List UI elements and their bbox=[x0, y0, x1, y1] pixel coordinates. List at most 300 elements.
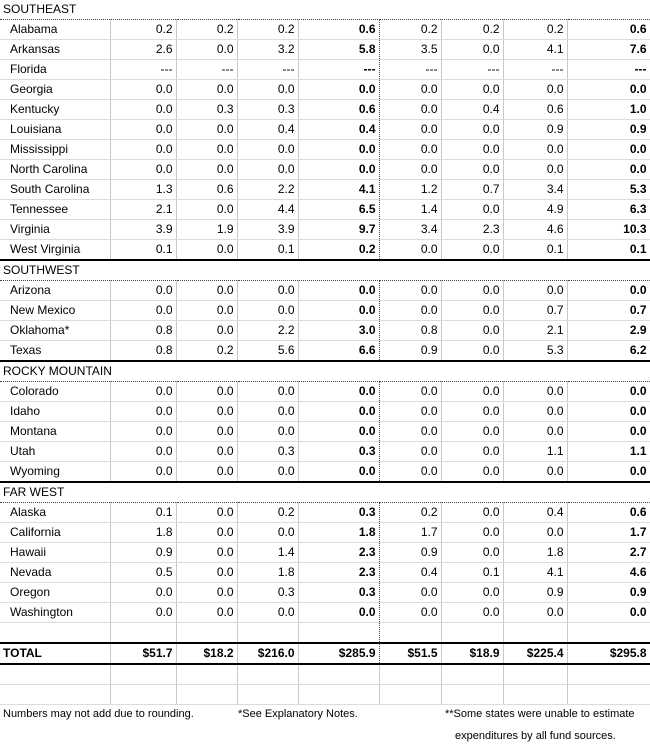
value-cell: 0.9 bbox=[567, 120, 650, 140]
value-cell: 4.1 bbox=[298, 180, 379, 200]
table-row bbox=[0, 240, 650, 261]
value-cell: 0.2 bbox=[237, 20, 298, 40]
empty-cell bbox=[237, 623, 298, 644]
state-name: Alabama bbox=[0, 20, 110, 40]
value-cell: 0.0 bbox=[176, 583, 237, 603]
value-cell: 4.1 bbox=[503, 40, 567, 60]
value-cell: 0.0 bbox=[110, 603, 176, 623]
state-name: California bbox=[0, 523, 110, 543]
value-cell: 3.5 bbox=[379, 40, 441, 60]
value-cell: 1.0 bbox=[567, 100, 650, 120]
value-cell: 0.3 bbox=[298, 583, 379, 603]
value-cell: 0.0 bbox=[441, 240, 503, 261]
value-cell: 5.6 bbox=[237, 341, 298, 362]
value-cell: 0.0 bbox=[176, 40, 237, 60]
value-cell: 4.4 bbox=[237, 200, 298, 220]
value-cell: 0.0 bbox=[441, 120, 503, 140]
state-name: Idaho bbox=[0, 402, 110, 422]
table-row bbox=[0, 402, 650, 422]
value-cell: 0.0 bbox=[567, 80, 650, 100]
value-cell: 0.0 bbox=[110, 140, 176, 160]
table-row bbox=[0, 80, 650, 100]
value-cell: 0.8 bbox=[110, 341, 176, 362]
value-cell: 0.0 bbox=[441, 462, 503, 483]
empty-cell bbox=[176, 664, 237, 685]
value-cell: 0.0 bbox=[441, 200, 503, 220]
table-row bbox=[0, 523, 650, 543]
rounding-note: Numbers may not add due to rounding. bbox=[3, 708, 194, 720]
region-header-row bbox=[0, 0, 650, 20]
value-cell: 0.0 bbox=[441, 40, 503, 60]
state-name: North Carolina bbox=[0, 160, 110, 180]
value-cell: 3.2 bbox=[237, 40, 298, 60]
value-cell: 0.0 bbox=[298, 382, 379, 402]
value-cell: 1.8 bbox=[503, 543, 567, 563]
value-cell: 0.0 bbox=[176, 160, 237, 180]
value-cell: 0.0 bbox=[379, 281, 441, 301]
value-cell: 0.3 bbox=[298, 503, 379, 523]
table-row bbox=[0, 180, 650, 200]
empty-cell bbox=[379, 685, 441, 705]
value-cell: 0.6 bbox=[503, 100, 567, 120]
table-row bbox=[0, 462, 650, 483]
value-cell: 2.2 bbox=[237, 321, 298, 341]
value-cell: 0.1 bbox=[441, 563, 503, 583]
value-cell: 3.0 bbox=[298, 321, 379, 341]
value-cell: --- bbox=[298, 60, 379, 80]
state-name: Nevada bbox=[0, 563, 110, 583]
value-cell: 1.4 bbox=[237, 543, 298, 563]
value-cell: 0.7 bbox=[503, 301, 567, 321]
value-cell: 2.2 bbox=[237, 180, 298, 200]
value-cell: 0.0 bbox=[379, 100, 441, 120]
value-cell: 0.3 bbox=[298, 442, 379, 462]
value-cell: 0.0 bbox=[441, 281, 503, 301]
table-row bbox=[0, 160, 650, 180]
total-value-cell: $216.0 bbox=[237, 643, 298, 664]
value-cell: 0.0 bbox=[441, 503, 503, 523]
value-cell: 0.0 bbox=[176, 301, 237, 321]
value-cell: 5.3 bbox=[567, 180, 650, 200]
value-cell: 0.0 bbox=[379, 301, 441, 321]
table-row bbox=[0, 603, 650, 623]
value-cell: 0.0 bbox=[237, 281, 298, 301]
value-cell: 0.0 bbox=[237, 301, 298, 321]
value-cell: 0.3 bbox=[237, 583, 298, 603]
state-name: Utah bbox=[0, 442, 110, 462]
value-cell: 0.2 bbox=[503, 20, 567, 40]
value-cell: 6.2 bbox=[567, 341, 650, 362]
value-cell: 0.0 bbox=[237, 160, 298, 180]
value-cell: 0.6 bbox=[567, 20, 650, 40]
value-cell: 0.0 bbox=[176, 120, 237, 140]
state-name: Kentucky bbox=[0, 100, 110, 120]
table-row bbox=[0, 442, 650, 462]
value-cell: 6.6 bbox=[298, 341, 379, 362]
state-name: South Carolina bbox=[0, 180, 110, 200]
value-cell: --- bbox=[503, 60, 567, 80]
value-cell: 0.0 bbox=[567, 422, 650, 442]
state-name: Alaska bbox=[0, 503, 110, 523]
value-cell: 7.6 bbox=[567, 40, 650, 60]
spacer-row bbox=[0, 664, 650, 685]
empty-cell bbox=[237, 664, 298, 685]
spacer-row bbox=[0, 685, 650, 705]
value-cell: --- bbox=[110, 60, 176, 80]
value-cell: 0.9 bbox=[379, 341, 441, 362]
value-cell: 0.0 bbox=[298, 281, 379, 301]
value-cell: 0.0 bbox=[176, 281, 237, 301]
value-cell: 0.0 bbox=[298, 140, 379, 160]
value-cell: 0.0 bbox=[110, 382, 176, 402]
value-cell: 0.2 bbox=[379, 503, 441, 523]
value-cell: 0.6 bbox=[298, 20, 379, 40]
value-cell: 1.7 bbox=[379, 523, 441, 543]
value-cell: 0.0 bbox=[379, 382, 441, 402]
table-row bbox=[0, 220, 650, 240]
value-cell: 0.6 bbox=[567, 503, 650, 523]
region-header-row bbox=[0, 482, 650, 503]
value-cell: 0.0 bbox=[567, 281, 650, 301]
table-row bbox=[0, 583, 650, 603]
value-cell: 0.0 bbox=[441, 523, 503, 543]
value-cell: 0.0 bbox=[176, 503, 237, 523]
table-row bbox=[0, 382, 650, 402]
table-row bbox=[0, 200, 650, 220]
value-cell: 0.0 bbox=[176, 140, 237, 160]
value-cell: 0.0 bbox=[237, 402, 298, 422]
table-row bbox=[0, 543, 650, 563]
region-header-row bbox=[0, 260, 650, 281]
value-cell: 2.1 bbox=[110, 200, 176, 220]
value-cell: 0.0 bbox=[176, 603, 237, 623]
value-cell: 0.3 bbox=[237, 442, 298, 462]
value-cell: 0.0 bbox=[110, 402, 176, 422]
value-cell: 0.0 bbox=[567, 160, 650, 180]
value-cell: 0.0 bbox=[298, 402, 379, 422]
value-cell: 0.1 bbox=[567, 240, 650, 261]
total-value-cell: $18.2 bbox=[176, 643, 237, 664]
value-cell: 0.0 bbox=[237, 80, 298, 100]
value-cell: 0.7 bbox=[441, 180, 503, 200]
value-cell: 0.0 bbox=[503, 422, 567, 442]
value-cell: 0.0 bbox=[110, 301, 176, 321]
value-cell: 6.5 bbox=[298, 200, 379, 220]
empty-cell bbox=[298, 685, 379, 705]
value-cell: 0.9 bbox=[379, 543, 441, 563]
value-cell: 0.4 bbox=[441, 100, 503, 120]
empty-cell bbox=[298, 664, 379, 685]
empty-cell bbox=[503, 664, 567, 685]
value-cell: 0.0 bbox=[441, 543, 503, 563]
value-cell: 0.0 bbox=[567, 382, 650, 402]
value-cell: 1.8 bbox=[298, 523, 379, 543]
total-label: TOTAL bbox=[0, 643, 110, 664]
table-row bbox=[0, 301, 650, 321]
value-cell: 0.0 bbox=[441, 80, 503, 100]
value-cell: 0.0 bbox=[379, 462, 441, 483]
value-cell: 0.0 bbox=[441, 382, 503, 402]
region-name: ROCKY MOUNTAIN bbox=[0, 361, 650, 382]
value-cell: 0.0 bbox=[176, 80, 237, 100]
empty-cell bbox=[503, 623, 567, 644]
value-cell: 1.4 bbox=[379, 200, 441, 220]
value-cell: 3.9 bbox=[110, 220, 176, 240]
state-name: West Virginia bbox=[0, 240, 110, 261]
value-cell: 0.0 bbox=[110, 80, 176, 100]
value-cell: 4.1 bbox=[503, 563, 567, 583]
value-cell: 0.9 bbox=[503, 583, 567, 603]
value-cell: 5.8 bbox=[298, 40, 379, 60]
empty-cell bbox=[503, 685, 567, 705]
value-cell: 5.3 bbox=[503, 341, 567, 362]
value-cell: 1.3 bbox=[110, 180, 176, 200]
empty-cell bbox=[0, 727, 237, 745]
value-cell: 0.0 bbox=[176, 563, 237, 583]
value-cell: 0.0 bbox=[503, 382, 567, 402]
value-cell: 0.0 bbox=[379, 402, 441, 422]
value-cell: 3.9 bbox=[237, 220, 298, 240]
state-name: Oregon bbox=[0, 583, 110, 603]
value-cell: 0.0 bbox=[379, 603, 441, 623]
empty-cell bbox=[110, 664, 176, 685]
value-cell: 0.0 bbox=[298, 160, 379, 180]
table-row bbox=[0, 100, 650, 120]
value-cell: 0.1 bbox=[237, 240, 298, 261]
value-cell: 0.0 bbox=[237, 523, 298, 543]
state-name: Montana bbox=[0, 422, 110, 442]
explanatory-note: *See Explanatory Notes. bbox=[238, 708, 358, 720]
value-cell: 0.1 bbox=[503, 240, 567, 261]
state-name: Tennessee bbox=[0, 200, 110, 220]
value-cell: 0.3 bbox=[176, 100, 237, 120]
value-cell: 0.0 bbox=[298, 301, 379, 321]
value-cell: 0.0 bbox=[176, 543, 237, 563]
value-cell: 0.0 bbox=[176, 422, 237, 442]
total-value-cell: $51.7 bbox=[110, 643, 176, 664]
value-cell: 1.1 bbox=[503, 442, 567, 462]
empty-cell bbox=[567, 685, 650, 705]
value-cell: 0.0 bbox=[379, 160, 441, 180]
empty-cell bbox=[0, 623, 110, 644]
state-name: Wyoming bbox=[0, 462, 110, 483]
value-cell: 0.0 bbox=[176, 462, 237, 483]
value-cell: 0.1 bbox=[110, 503, 176, 523]
value-cell: 2.9 bbox=[567, 321, 650, 341]
empty-cell bbox=[441, 623, 503, 644]
value-cell: 1.8 bbox=[237, 563, 298, 583]
value-cell: 0.0 bbox=[110, 422, 176, 442]
value-cell: 0.0 bbox=[441, 583, 503, 603]
value-cell: 0.0 bbox=[567, 140, 650, 160]
state-name: Arizona bbox=[0, 281, 110, 301]
value-cell: --- bbox=[176, 60, 237, 80]
value-cell: 0.6 bbox=[298, 100, 379, 120]
value-cell: 0.0 bbox=[176, 321, 237, 341]
state-name: Mississippi bbox=[0, 140, 110, 160]
value-cell: 0.3 bbox=[237, 100, 298, 120]
region-name: SOUTHEAST bbox=[0, 0, 650, 20]
value-cell: 0.0 bbox=[441, 321, 503, 341]
empty-cell bbox=[237, 685, 298, 705]
value-cell: 4.6 bbox=[567, 563, 650, 583]
value-cell: 0.0 bbox=[176, 442, 237, 462]
value-cell: 0.2 bbox=[441, 20, 503, 40]
value-cell: 0.0 bbox=[237, 140, 298, 160]
value-cell: 0.0 bbox=[237, 422, 298, 442]
value-cell: 0.2 bbox=[237, 503, 298, 523]
table-row bbox=[0, 341, 650, 362]
value-cell: 0.2 bbox=[176, 341, 237, 362]
value-cell: 0.0 bbox=[110, 462, 176, 483]
value-cell: 1.2 bbox=[379, 180, 441, 200]
state-name: Texas bbox=[0, 341, 110, 362]
value-cell: 0.0 bbox=[379, 240, 441, 261]
value-cell: 0.0 bbox=[441, 402, 503, 422]
notes-row bbox=[0, 727, 650, 745]
value-cell: 6.3 bbox=[567, 200, 650, 220]
value-cell: 0.0 bbox=[567, 402, 650, 422]
value-cell: 1.9 bbox=[176, 220, 237, 240]
value-cell: 0.0 bbox=[176, 523, 237, 543]
value-cell: --- bbox=[441, 60, 503, 80]
empty-cell bbox=[110, 623, 176, 644]
value-cell: 0.0 bbox=[176, 240, 237, 261]
value-cell: 0.8 bbox=[110, 321, 176, 341]
value-cell: 0.0 bbox=[176, 382, 237, 402]
value-cell: 0.0 bbox=[503, 523, 567, 543]
empty-cell bbox=[441, 664, 503, 685]
empty-cell bbox=[0, 685, 110, 705]
state-name: Georgia bbox=[0, 80, 110, 100]
table-row bbox=[0, 40, 650, 60]
value-cell: 0.6 bbox=[176, 180, 237, 200]
total-value-cell: $18.9 bbox=[441, 643, 503, 664]
state-name: Virginia bbox=[0, 220, 110, 240]
empty-cell bbox=[176, 685, 237, 705]
state-name: Hawaii bbox=[0, 543, 110, 563]
total-value-cell: $285.9 bbox=[298, 643, 379, 664]
notes-row bbox=[0, 705, 650, 728]
value-cell: 9.7 bbox=[298, 220, 379, 240]
value-cell: 4.9 bbox=[503, 200, 567, 220]
value-cell: 0.0 bbox=[503, 281, 567, 301]
value-cell: 0.0 bbox=[441, 422, 503, 442]
value-cell: 0.0 bbox=[176, 200, 237, 220]
value-cell: 0.0 bbox=[379, 583, 441, 603]
value-cell: 2.1 bbox=[503, 321, 567, 341]
value-cell: 0.7 bbox=[567, 301, 650, 321]
value-cell: 0.0 bbox=[503, 402, 567, 422]
value-cell: 0.4 bbox=[237, 120, 298, 140]
value-cell: 0.8 bbox=[379, 321, 441, 341]
value-cell: 0.0 bbox=[441, 341, 503, 362]
empty-cell bbox=[567, 623, 650, 644]
empty-cell bbox=[379, 664, 441, 685]
value-cell: 0.0 bbox=[441, 301, 503, 321]
state-name: Arkansas bbox=[0, 40, 110, 60]
value-cell: 0.0 bbox=[110, 583, 176, 603]
state-name: Louisiana bbox=[0, 120, 110, 140]
value-cell: 0.4 bbox=[379, 563, 441, 583]
value-cell: --- bbox=[567, 60, 650, 80]
table-row bbox=[0, 20, 650, 40]
value-cell: 0.0 bbox=[237, 462, 298, 483]
value-cell: 2.7 bbox=[567, 543, 650, 563]
value-cell: 0.0 bbox=[441, 160, 503, 180]
value-cell: 0.0 bbox=[237, 603, 298, 623]
value-cell: 0.0 bbox=[567, 462, 650, 483]
value-cell: 0.0 bbox=[379, 140, 441, 160]
total-value-cell: $225.4 bbox=[503, 643, 567, 664]
value-cell: 2.6 bbox=[110, 40, 176, 60]
value-cell: 0.0 bbox=[379, 442, 441, 462]
total-row bbox=[0, 643, 650, 664]
value-cell: 2.3 bbox=[298, 543, 379, 563]
state-name: Florida bbox=[0, 60, 110, 80]
table-row bbox=[0, 281, 650, 301]
empty-cell bbox=[237, 727, 441, 745]
empty-cell bbox=[0, 664, 110, 685]
empty-cell bbox=[110, 685, 176, 705]
state-name: Colorado bbox=[0, 382, 110, 402]
value-cell: 0.0 bbox=[110, 442, 176, 462]
value-cell: 0.0 bbox=[110, 281, 176, 301]
value-cell: 0.2 bbox=[298, 240, 379, 261]
value-cell: 0.1 bbox=[110, 240, 176, 261]
value-cell: 0.0 bbox=[298, 422, 379, 442]
value-cell: 3.4 bbox=[379, 220, 441, 240]
region-header-row bbox=[0, 361, 650, 382]
value-cell: 0.0 bbox=[503, 80, 567, 100]
value-cell: 0.0 bbox=[298, 462, 379, 483]
empty-cell bbox=[567, 664, 650, 685]
value-cell: 0.0 bbox=[441, 603, 503, 623]
region-name: SOUTHWEST bbox=[0, 260, 650, 281]
total-value-cell: $51.5 bbox=[379, 643, 441, 664]
table-row bbox=[0, 140, 650, 160]
table-row bbox=[0, 422, 650, 442]
fund-sources-note: **Some states were unable to estimate bbox=[445, 708, 635, 720]
empty-cell bbox=[379, 623, 441, 644]
value-cell: 0.9 bbox=[567, 583, 650, 603]
state-name: New Mexico bbox=[0, 301, 110, 321]
fund-sources-note-cont: expenditures by all fund sources. bbox=[455, 730, 616, 742]
empty-cell bbox=[176, 623, 237, 644]
value-cell: 1.1 bbox=[567, 442, 650, 462]
table-row bbox=[0, 503, 650, 523]
value-cell: 0.0 bbox=[441, 442, 503, 462]
state-name: Washington bbox=[0, 603, 110, 623]
value-cell: 0.0 bbox=[503, 462, 567, 483]
value-cell: 0.0 bbox=[237, 382, 298, 402]
value-cell: 4.6 bbox=[503, 220, 567, 240]
value-cell: 0.5 bbox=[110, 563, 176, 583]
value-cell: 0.0 bbox=[110, 120, 176, 140]
value-cell: 1.8 bbox=[110, 523, 176, 543]
value-cell: 0.4 bbox=[298, 120, 379, 140]
value-cell: 0.9 bbox=[110, 543, 176, 563]
region-name: FAR WEST bbox=[0, 482, 650, 503]
value-cell: 0.0 bbox=[441, 140, 503, 160]
total-value-cell: $295.8 bbox=[567, 643, 650, 664]
empty-cell bbox=[298, 623, 379, 644]
value-cell: 0.2 bbox=[379, 20, 441, 40]
spacer-row bbox=[0, 623, 650, 644]
state-name: Oklahoma* bbox=[0, 321, 110, 341]
value-cell: 0.2 bbox=[176, 20, 237, 40]
value-cell: 0.0 bbox=[503, 160, 567, 180]
